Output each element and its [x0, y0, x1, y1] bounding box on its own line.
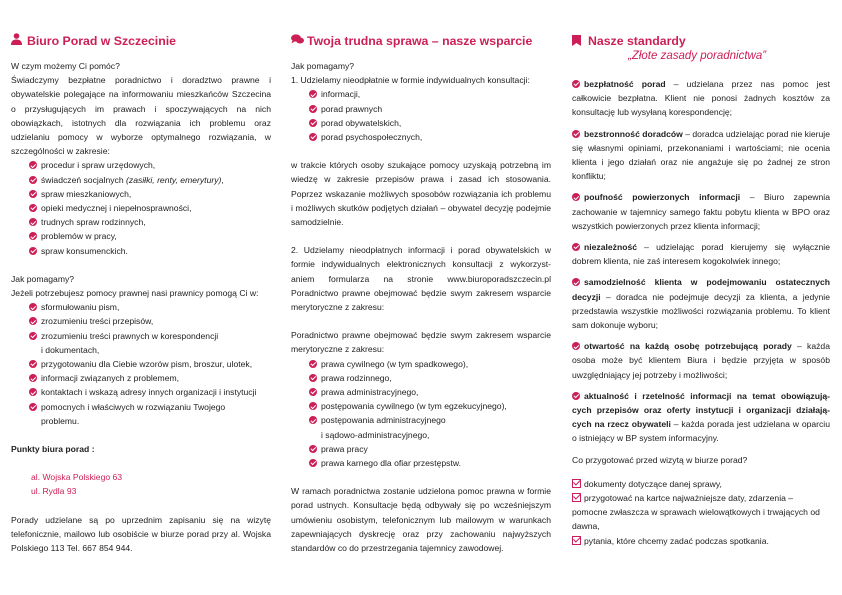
- standard-point: poufność powierzonych informacji – Biuro zapewnia zachowanie w tajemnicy samego faktu pobytu klienta w BPO oraz wszystkich powierzonych przez klienta informacji;: [572, 192, 830, 231]
- list-item: porad psychospołecznych,: [309, 130, 551, 144]
- check-icon: [309, 105, 317, 113]
- check-icon: [29, 247, 37, 255]
- check-icon: [309, 388, 317, 396]
- check-icon: [29, 374, 37, 382]
- check-icon: [29, 303, 37, 311]
- check-icon: [572, 278, 580, 286]
- chat-icon: [291, 33, 304, 49]
- standard-point: bezstronność doradców – doradca udzielając porad nie kieruje się własnymi opiniami, przekonaniami i wartościami; nie ocenia klienta i jego działań oraz nie angażuje się po żadnej ze stron konfliktu;: [572, 128, 830, 182]
- check-icon: [29, 403, 37, 411]
- check-icon: [309, 402, 317, 410]
- question-how-help: W czym możemy Ci pomóc?: [11, 61, 120, 71]
- heading-wsparcie: Twoja trudna sprawa – nasze wsparcie: [291, 33, 551, 49]
- list-item: procedur i spraw urzędowych,: [29, 158, 271, 172]
- point-1-intro: 1. Udzielamy nieodpłatnie w formie indywidualnych konsultacji:: [291, 75, 530, 86]
- scope-list: [11, 158, 271, 257]
- scope-paragraph: Poradnictwo prawne obejmować będzie swym zakresem wsparcie merytoryczne z zakresu:: [291, 330, 551, 355]
- checkbox-icon: [572, 536, 581, 545]
- list-item: informacji,: [309, 87, 551, 101]
- check-icon: [29, 176, 37, 184]
- check-icon: [309, 90, 317, 98]
- check-icon: [309, 374, 317, 382]
- list-item: opieki medycznej i niepełnosprawności,: [29, 201, 271, 215]
- prep-item: przygotować na kartce najważniejsze daty, zdarzenia – pomocne zwłaszcza w sprawach wielowątkowych i trwających od dawna,: [572, 493, 820, 532]
- list-item: problemów w pracy,: [29, 229, 271, 243]
- list-item: spraw konsumenckich.: [29, 244, 271, 258]
- list-item: prawa cywilnego (w tym spadkowego),: [309, 357, 551, 371]
- list-item: porad prawnych: [309, 102, 551, 116]
- help-list: [11, 300, 271, 428]
- checkbox-icon: [572, 479, 581, 488]
- check-icon: [572, 243, 580, 251]
- law-list: [291, 357, 551, 471]
- consult-paragraph: w trakcie których osoby szukające pomocy uzyskają potrzebną im wiedzę w zakresie przepisów prawa i zasad ich stosowania. Poprzez wskazanie możliwych sposobów rozwiązania ich problemu i możliwych skutków podjętych działań – obywatel decyzję podejmie samodzielnie.: [291, 160, 551, 228]
- list-item: prawa rodzinnego,: [309, 371, 551, 385]
- points-label: Punkty biura porad :: [11, 444, 95, 455]
- check-icon: [572, 392, 580, 400]
- check-icon: [309, 416, 317, 424]
- check-icon: [29, 218, 37, 226]
- check-icon: [309, 445, 317, 453]
- list-item: prawa administracyjnego,: [309, 385, 551, 399]
- list-item: zrozumieniu treści prawnych w korespondencji i dokumentach,: [29, 329, 271, 357]
- list-item: postępowania cywilnego (w tym egzekucyjnego),: [309, 399, 551, 413]
- standard-point: niezależność – udzielając porad kierujemy się wyłącznie dobrem klienta, nie zaś interesem kogokolwiek innego;: [572, 242, 830, 267]
- check-icon: [309, 119, 317, 127]
- list-item: przygotowaniu dla Ciebie wzorów pism, broszur, ulotek,: [29, 357, 271, 371]
- standard-point: samodzielność klienta w podejmowaniu ostatecznych decyzji – doradca nie podejmuje decyzji za klienta, a jedynie przedstawia wszystkie możliwości rozwiązania problemu. To klient sam dokonuje wyboru;: [572, 277, 830, 331]
- intro2-paragraph: Jeżeli potrzebujesz pomocy prawnej nasi prawnicy pomogą Ci w:: [11, 288, 259, 299]
- check-icon: [309, 133, 317, 141]
- list-item: świadczeń socjalnych (zasiłki, renty, emerytury),: [29, 173, 271, 187]
- check-icon: [572, 130, 580, 138]
- list-item: sformułowaniu pism,: [29, 300, 271, 314]
- closing-paragraph: W ramach poradnictwa zostanie udzielona pomoc prawna w formie porad ustnych. Konsultacje będą odbywały się po wcześniejszym umówieniu osobistym, telefonicznym lub mailowym w warunkach zapewniających dyskrecję oraz przy zachowaniu najwyższych standardów co do przestrzegania tajemnicy zawodowej.: [291, 486, 551, 554]
- checkbox-icon: [572, 493, 581, 502]
- footer-paragraph: Porady udzielane są po uprzednim zapisaniu się na wizytę telefonicznie, mailowo lub osobiście w biurze porad przy al. Wojska Polskiego 113 Tel. 667 854 944.: [11, 514, 271, 554]
- list-item: postępowania administracyjnego i sądowo-administracyjnego,: [309, 413, 551, 441]
- point-2-paragraph: 2. Udzielamy nieodpłatnych informacji i porad obywatelskich w formie indywidualnych elektronicznych konsultacji z wykorzyst-aniem formularza na stronie www.biuroporadszczecin.pl Poradnictwo prawne obejmować będzie swym zakresem wsparcie merytoryczne z zakresu:: [291, 245, 551, 313]
- list-item: kontaktach i wskazą adresy innych organizacji i instytucji: [29, 385, 271, 399]
- prep-question: Co przygotować przed wizytą w biurze porad?: [572, 454, 748, 465]
- standard-point: bezpłatność porad – udzielana przez nas pomoc jest całkowicie bezpłatna. Klient nie ponosi żadnych kosztów za konsultację lub wysyłaną korespondencję;: [572, 79, 830, 118]
- list-item: informacji związanych z problemem,: [29, 371, 271, 385]
- consult-list: [291, 87, 551, 144]
- question-jak-pomagamy: Jak pomagamy?: [291, 61, 355, 71]
- column-standardy: [572, 33, 830, 548]
- list-item: spraw mieszkaniowych,: [29, 187, 271, 201]
- check-icon: [309, 459, 317, 467]
- check-icon: [29, 317, 37, 325]
- check-icon: [572, 342, 580, 350]
- prep-item: pytania, które chcemy zadać podczas spotkania.: [572, 534, 830, 548]
- address-2: ul. Rydla 93: [31, 486, 77, 497]
- address-1: al. Wojska Polskiego 63: [31, 472, 123, 483]
- list-item: trudnych spraw rodzinnych,: [29, 215, 271, 229]
- check-icon: [29, 161, 37, 169]
- check-icon: [29, 204, 37, 212]
- check-icon: [29, 232, 37, 240]
- column-biuro-porad: [11, 33, 271, 555]
- check-icon: [29, 360, 37, 368]
- column-wsparcie: [291, 33, 551, 555]
- standard-point: otwartość na każdą osobę potrzebującą porady – każda osoba może być klientem Biura i będzie przyjęta w sposób uwzględniający jej potrzeby i możliwości;: [572, 341, 830, 380]
- bookmark-icon: [572, 34, 585, 50]
- check-icon: [309, 360, 317, 368]
- subheading: „Złote zasady poradnictwa”: [628, 50, 767, 62]
- check-icon: [29, 332, 37, 340]
- intro-paragraph: Świadczymy bezpłatne poradnictwo i doradztwo prawne i obywatelskie polegające na informowaniu mieszkańców Szczecina o przysługujących im prawach i spoczywających na nich obowiązkach, istotnych dla rozwiązania ich problemu oraz udzielaniu pomocy w wyborze optymalnego rozwiązania, w szczególności w zakresie:: [11, 75, 271, 157]
- question-jak-pomagamy: Jak pomagamy?: [11, 273, 75, 284]
- list-item: porad obywatelskich,: [309, 116, 551, 130]
- list-item: prawa pracy: [309, 442, 551, 456]
- check-icon: [572, 193, 580, 201]
- prep-item: dokumenty dotyczące danej sprawy,: [572, 477, 830, 491]
- check-icon: [29, 190, 37, 198]
- list-item: prawa karnego dla ofiar przestępstw.: [309, 456, 551, 470]
- user-icon: [11, 33, 24, 49]
- heading-standardy: Nasze standardy „Złote zasady poradnictwa”: [572, 33, 830, 63]
- list-item: pomocnych i właściwych w rozwiązaniu Twojego problemu.: [29, 400, 271, 428]
- list-item: zrozumieniu treści przepisów,: [29, 314, 271, 328]
- heading-biuro-porad: Biuro Porad w Szczecinie: [11, 33, 271, 49]
- check-icon: [29, 388, 37, 396]
- check-icon: [572, 80, 580, 88]
- standard-point: aktualność i rzetelność informacji na temat obowiązują-cych przepisów oraz oferty instytucji i organizacji działają-cych na rzecz obywateli – każda porada jest udzielana w oparciu o istniejący w BP system informacyjny.: [572, 390, 831, 444]
